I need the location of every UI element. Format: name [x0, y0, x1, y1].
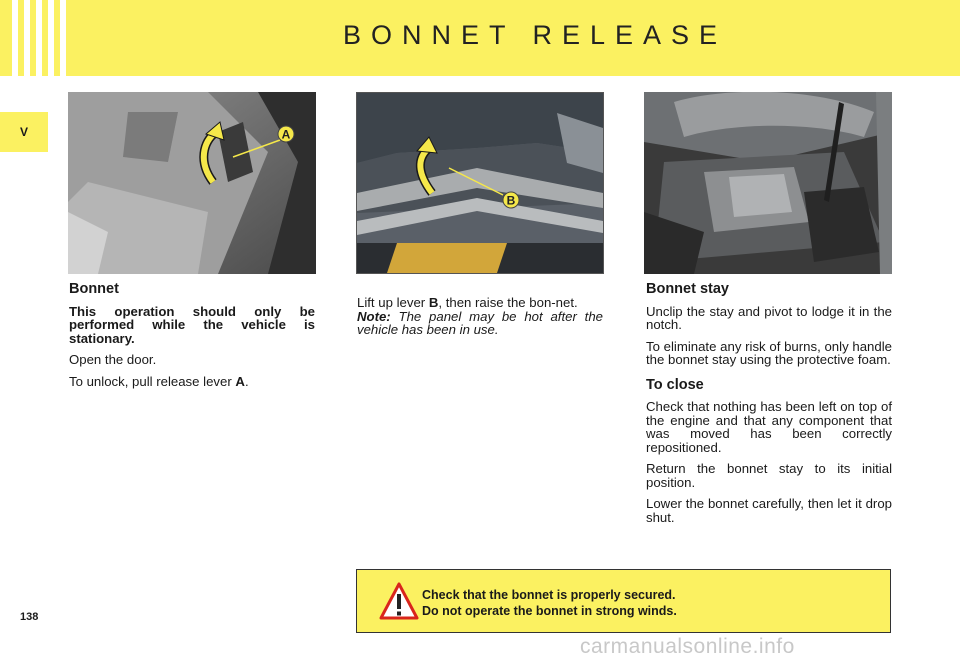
stay-text-1: Unclip the stay and pivot to lodge it in the notch. — [646, 303, 892, 332]
warning-line-2: Do not operate the bonnet in strong winds. — [422, 604, 677, 618]
photo-bonnet-lever — [356, 92, 604, 274]
column-stay — [646, 283, 892, 532]
lift-lever-text: Lift up lever B, then raise the bon-net. — [357, 295, 578, 310]
column-lever — [357, 296, 603, 345]
note-text: Note: The panel may be hot after the vehicle has been in use. — [357, 308, 603, 337]
header-banner — [0, 0, 960, 76]
chapter-tab: V — [0, 112, 48, 152]
stationary-warning: This operation should only be performed while the vehicle is stationary. — [69, 303, 315, 346]
heading-bonnet: Bonnet — [69, 281, 119, 297]
page-number: 138 — [20, 611, 39, 623]
stay-text-2: To eliminate any risk of burns, only handle the bonnet stay using the protective foam. — [646, 338, 892, 367]
photo-engine-bay — [644, 92, 892, 274]
warning-text — [422, 587, 677, 619]
heading-bonnet-stay: Bonnet stay — [646, 281, 729, 297]
page-title: BONNET RELEASE — [342, 20, 728, 50]
column-bonnet — [69, 283, 315, 396]
warning-triangle-icon — [379, 582, 419, 620]
open-door-text: Open the door. — [69, 352, 157, 367]
watermark: carmanualsonline.info — [580, 635, 795, 658]
unlock-text: To unlock, pull release lever A. — [69, 373, 249, 389]
callout-a: A — [281, 127, 291, 142]
banner-stripes — [8, 0, 70, 76]
close-text-3: Lower the bonnet carefully, then let it drop shut. — [646, 496, 892, 525]
callout-b: B — [506, 193, 516, 208]
heading-to-close: To close — [646, 376, 704, 393]
close-text-1: Check that nothing has been left on top of the engine and that any component that was moved has been correctly repositioned. — [646, 399, 892, 455]
close-text-2: Return the bonnet stay to its initial position. — [646, 461, 892, 490]
warning-box — [356, 569, 891, 633]
photo-release-lever — [68, 92, 316, 274]
warning-line-1: Check that the bonnet is properly secured. — [422, 588, 676, 602]
